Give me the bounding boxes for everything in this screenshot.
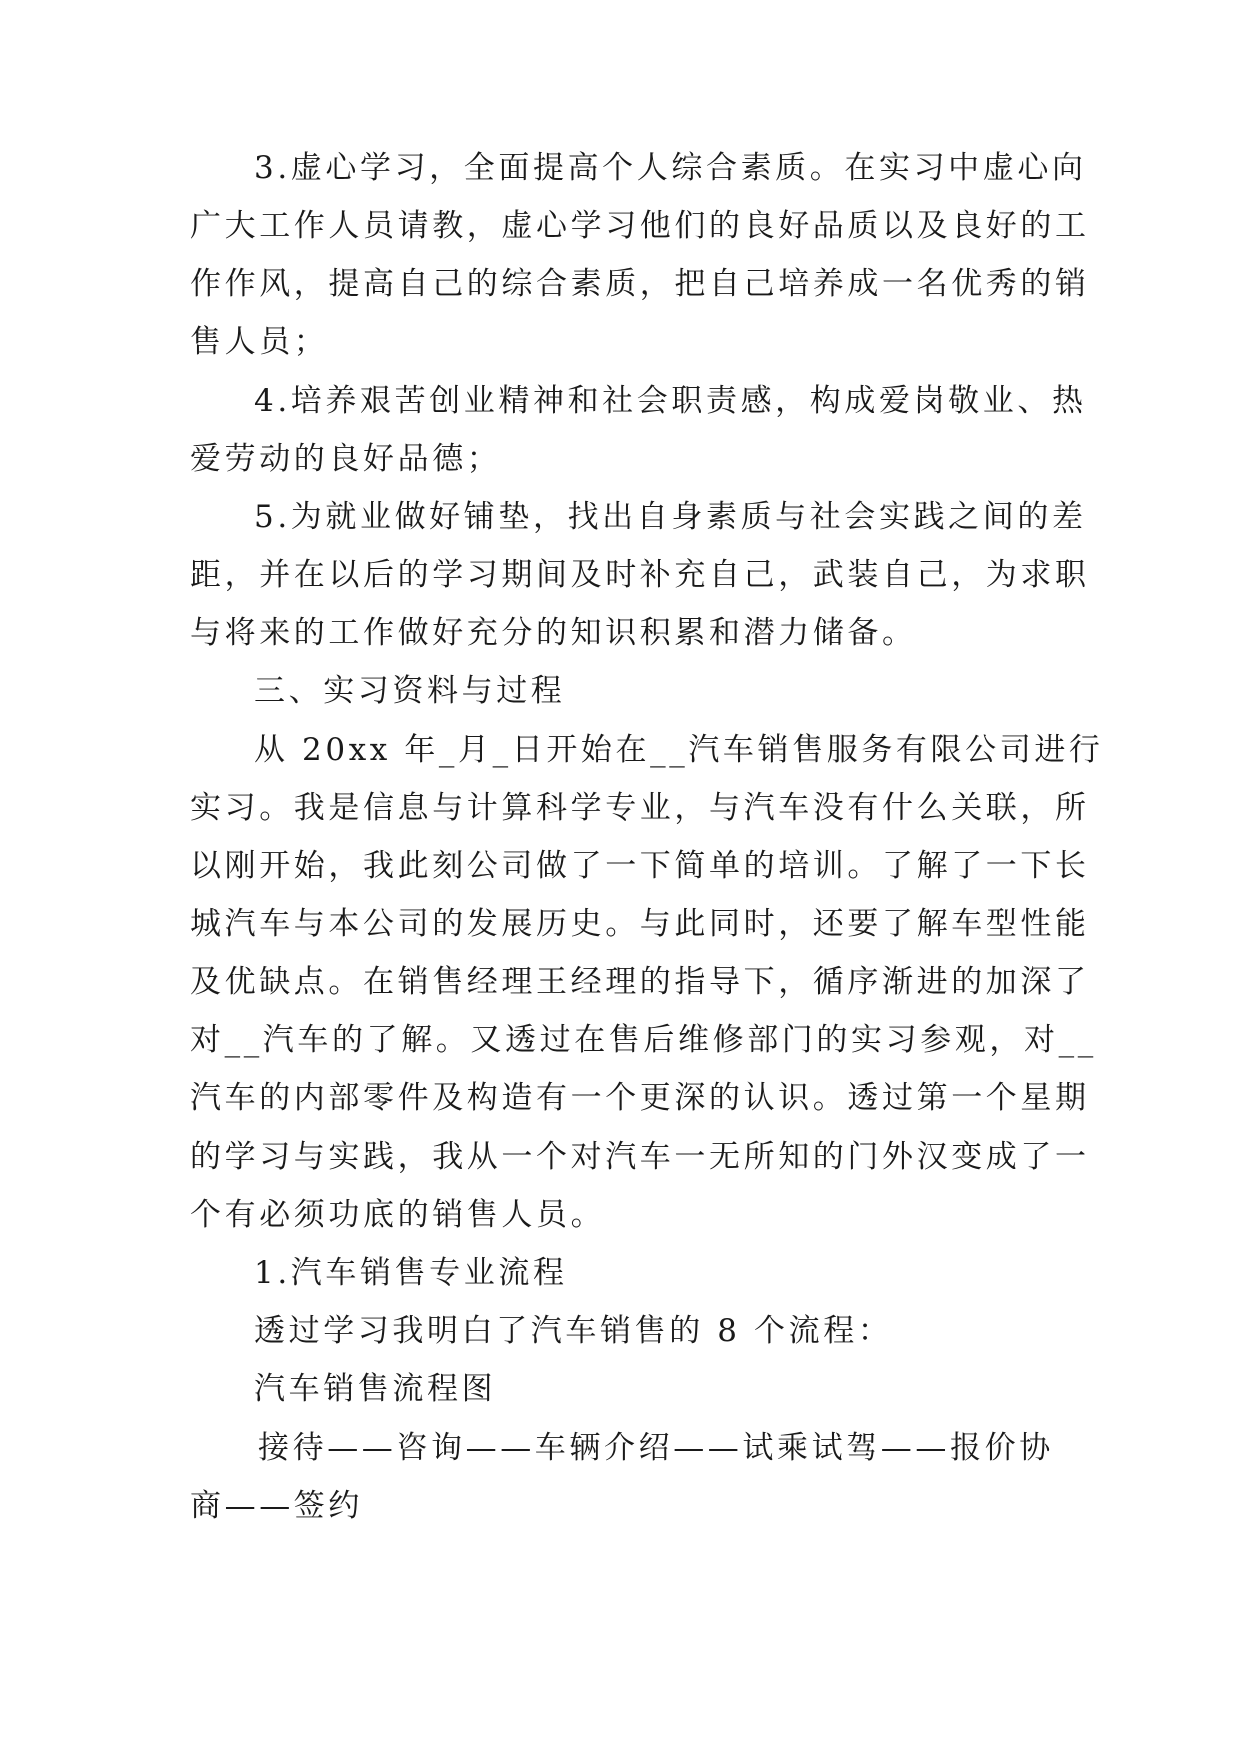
paragraph-line: 透过学习我明白了汽车销售的 8 个流程： — [254, 1313, 893, 1349]
paragraph-line: 汽车的内部零件及构造有一个更深的认识。透过第一个星期 — [190, 1080, 1090, 1116]
paragraph-line: 从 20xx 年_月_日开始在__汽车销售服务有限公司进行 — [254, 732, 1104, 768]
subsection-heading: 1.汽车销售专业流程 — [254, 1255, 568, 1291]
paragraph-line: 城汽车与本公司的发展历史。与此同时，还要了解车型性能 — [190, 906, 1090, 942]
paragraph-line: 广大工作人员请教，虚心学习他们的良好品质以及良好的工 — [190, 208, 1090, 244]
paragraph-line: 距，并在以后的学习期间及时补充自己，武装自己，为求职 — [190, 557, 1090, 593]
paragraph-line: 5.为就业做好铺垫，找出自身素质与社会实践之间的差 — [254, 499, 1087, 535]
paragraph-line: 售人员； — [190, 324, 329, 360]
paragraph-line: 以刚开始，我此刻公司做了一下简单的培训。了解了一下长 — [190, 848, 1090, 884]
paragraph-line: 及优缺点。在销售经理王经理的指导下，循序渐进的加深了 — [190, 964, 1090, 1000]
flowchart-caption: 汽车销售流程图 — [254, 1371, 497, 1407]
flow-steps-line: 商——签约 — [190, 1488, 363, 1524]
paragraph-line: 对__汽车的了解。又透过在售后维修部门的实习参观，对__ — [190, 1022, 1097, 1058]
paragraph-line: 实习。我是信息与计算科学专业，与汽车没有什么关联，所 — [190, 790, 1090, 826]
paragraph-line: 的学习与实践，我从一个对汽车一无所知的门外汉变成了一 — [190, 1139, 1090, 1175]
flow-steps-line: 接待——咨询——车辆介绍——试乘试驾——报价协 — [258, 1430, 1054, 1466]
paragraph-line: 爱劳动的良好品德； — [190, 441, 502, 477]
paragraph-line: 作作风，提高自己的综合素质，把自己培养成一名优秀的销 — [190, 266, 1090, 302]
paragraph-line: 个有必须功底的销售人员。 — [190, 1197, 606, 1233]
paragraph-line: 4.培养艰苦创业精神和社会职责感，构成爱岗敬业、热 — [254, 383, 1087, 419]
paragraph-line: 与将来的工作做好充分的知识积累和潜力储备。 — [190, 615, 917, 651]
section-heading: 三、实习资料与过程 — [254, 673, 566, 709]
paragraph-line: 3.虚心学习，全面提高个人综合素质。在实习中虚心向 — [254, 150, 1087, 186]
